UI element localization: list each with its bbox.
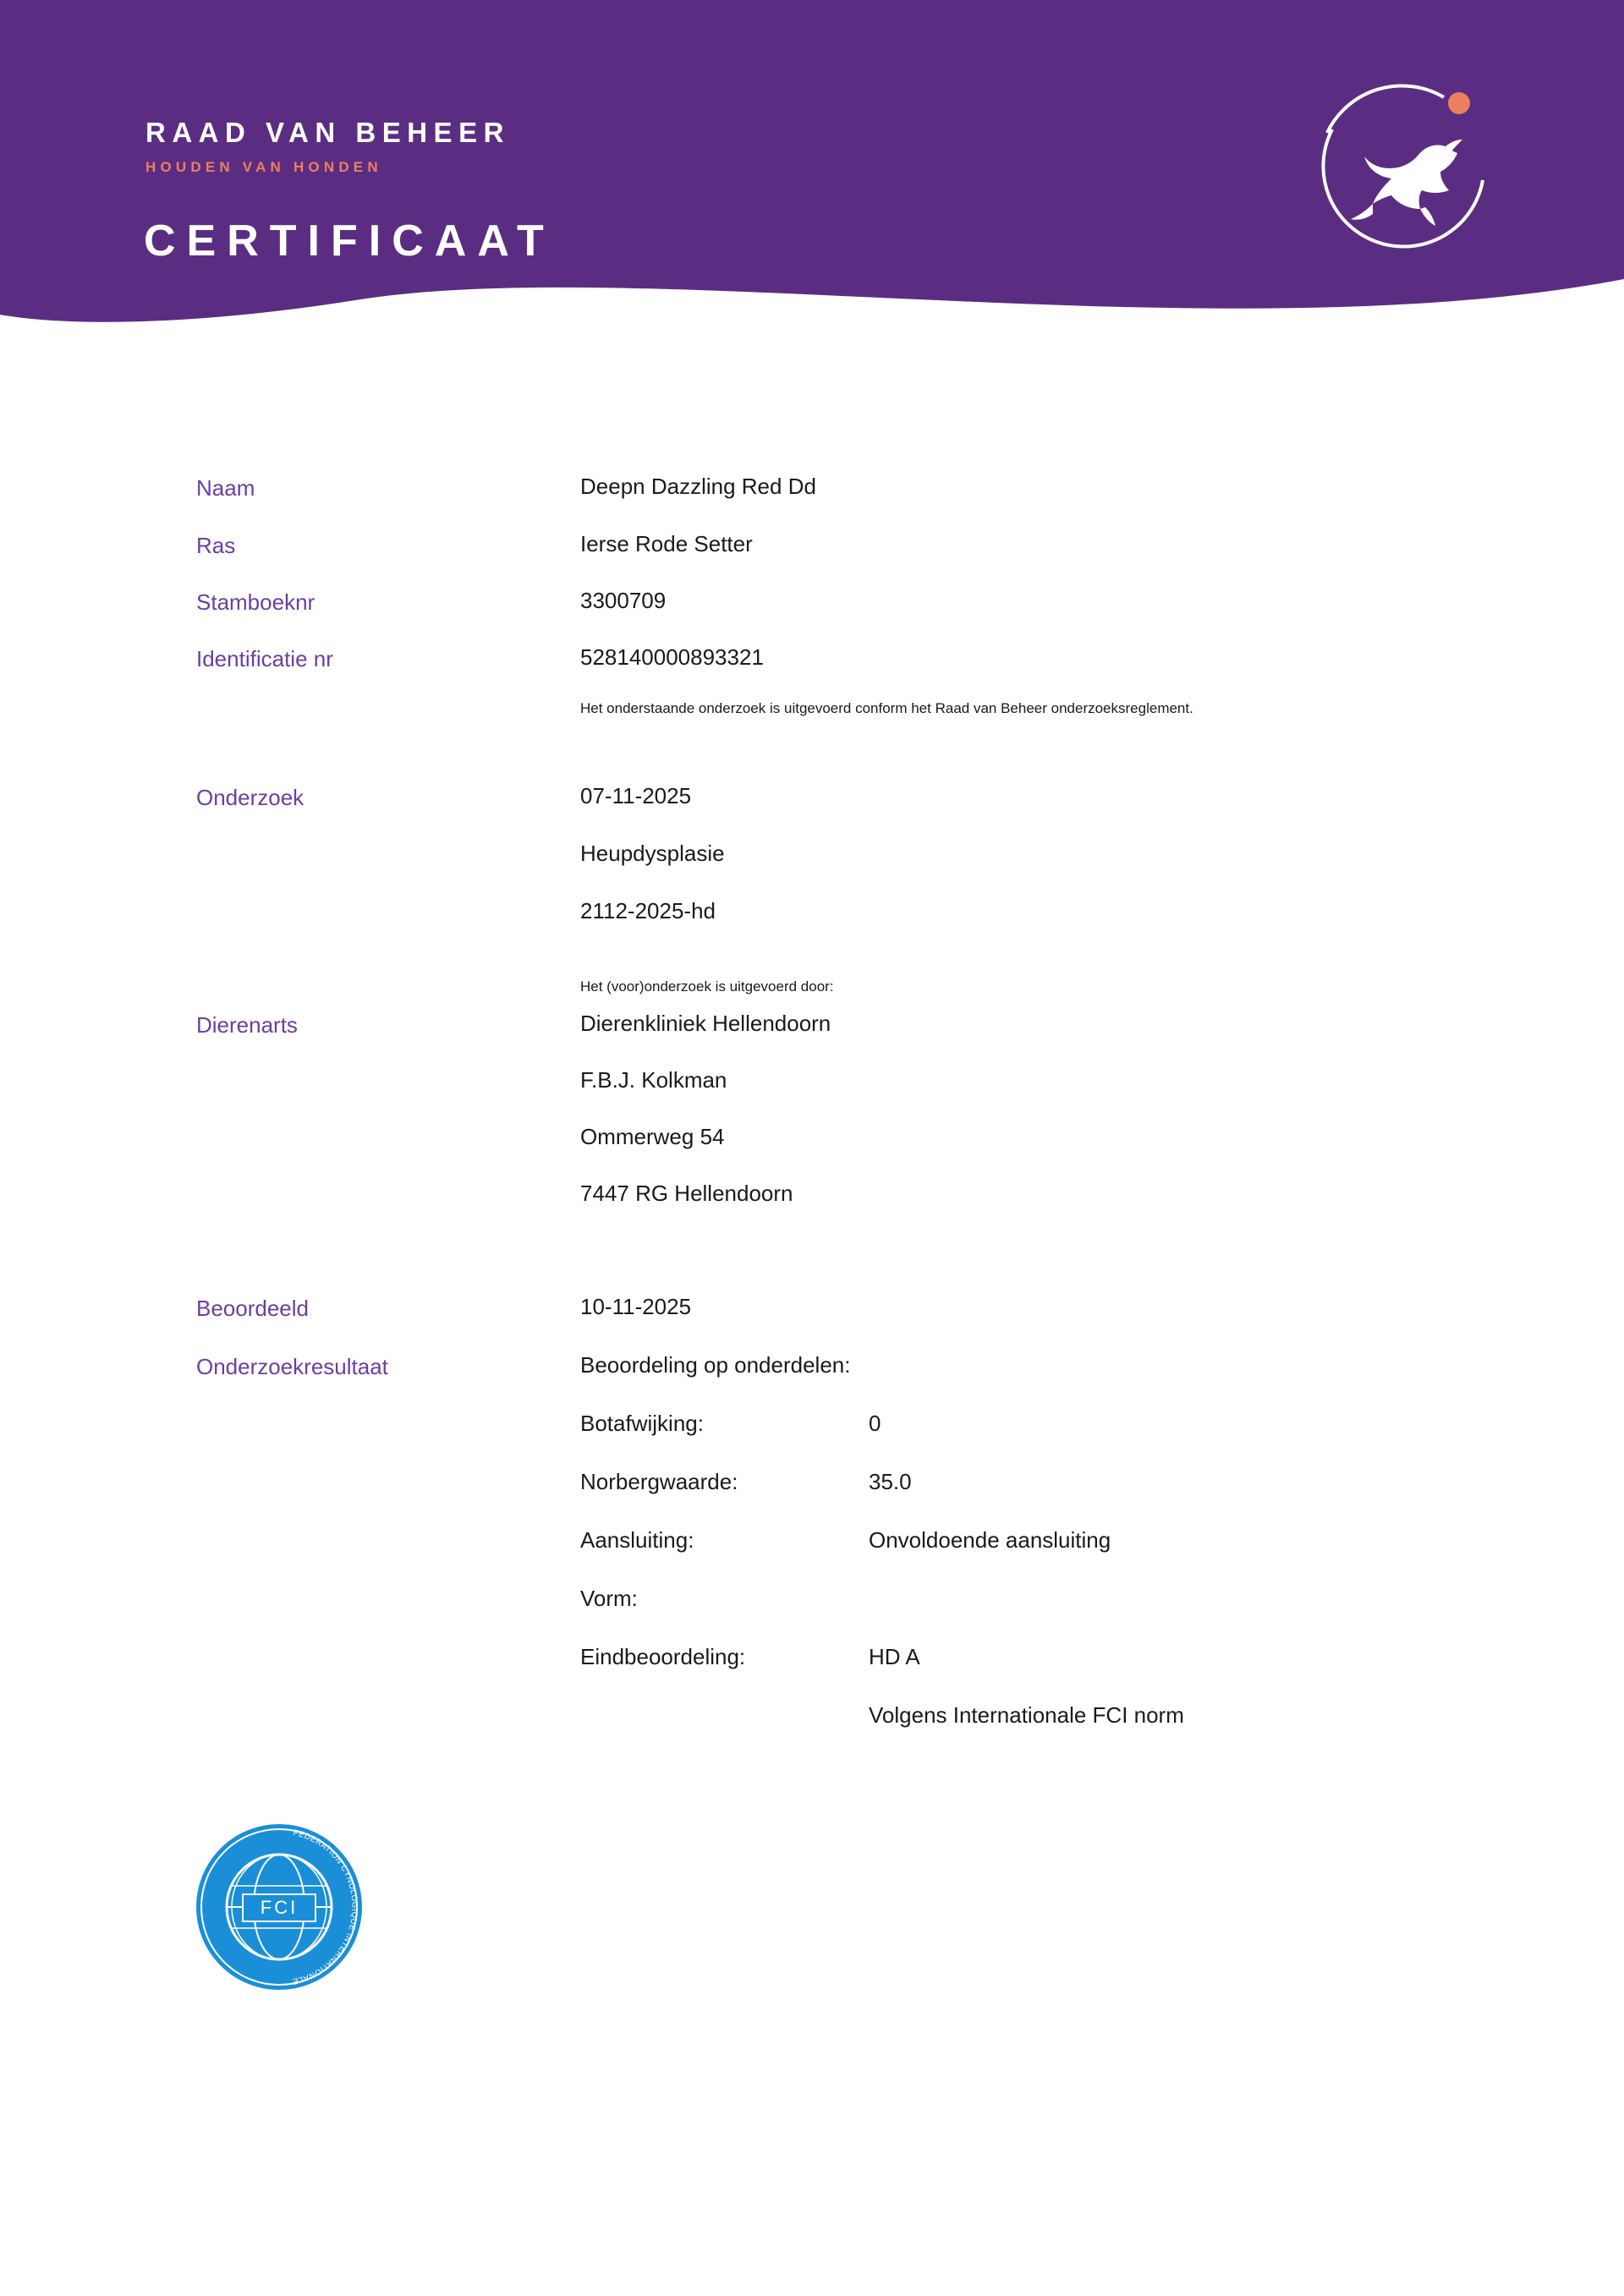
- resultaat-intro: Beoordeling op onderdelen:: [580, 1352, 851, 1378]
- field-value-onderzoek-date: 07-11-2025: [580, 783, 692, 808]
- result-label-aansluiting: Aansluiting:: [580, 1527, 694, 1553]
- fci-logo-icon: [190, 1818, 368, 1996]
- result-value-botafwijking: 0: [869, 1411, 881, 1436]
- field-value-dierenarts-plaats: 7447 RG Hellendoorn: [580, 1181, 793, 1206]
- onderzoek-note: Het onderstaande onderzoek is uitgevoerd conform het Raad van Beheer onderzoeksreglement.: [580, 700, 1193, 716]
- result-value-eindbeoordeling: HD A: [869, 1644, 920, 1669]
- result-label-vorm: Vorm:: [580, 1586, 638, 1611]
- field-value-naam: Deepn Dazzling Red Dd: [580, 474, 816, 499]
- dierenarts-note: Het (voor)onderzoek is uitgevoerd door:: [580, 978, 834, 995]
- jumping-dog-icon: [1317, 80, 1499, 249]
- brand-block: [145, 117, 510, 176]
- field-label-beoordeeld: Beoordeeld: [196, 1296, 309, 1321]
- field-value-beoordeeld: 10-11-2025: [580, 1294, 692, 1319]
- field-value-stamboeknr: 3300709: [580, 588, 667, 613]
- field-value-dierenarts-kliniek: Dierenkliniek Hellendoorn: [580, 1011, 831, 1036]
- result-label-norbergwaarde: Norbergwaarde:: [580, 1469, 738, 1494]
- field-label-onderzoek: Onderzoek: [196, 785, 304, 810]
- field-value-onderzoek-type: Heupdysplasie: [580, 841, 725, 866]
- certificate-header: [0, 0, 1624, 338]
- field-label-dierenarts: Dierenarts: [196, 1012, 298, 1038]
- field-label-naam: Naam: [196, 475, 255, 501]
- field-label-stamboeknr: Stamboeknr: [196, 589, 315, 615]
- brand-tagline: HOUDEN VAN HONDEN: [145, 159, 382, 175]
- fci-text: FCI: [260, 1897, 299, 1918]
- brand-name: RAAD VAN BEHEER: [145, 117, 510, 148]
- field-value-dierenarts-naam: F.B.J. Kolkman: [580, 1067, 727, 1093]
- field-label-ras: Ras: [196, 533, 236, 558]
- field-value-onderzoek-code: 2112-2025-hd: [580, 898, 716, 923]
- result-label-botafwijking: Botafwijking:: [580, 1411, 704, 1436]
- result-value-norm: Volgens Internationale FCI norm: [869, 1702, 1184, 1728]
- page-title: CERTIFICAAT: [144, 216, 555, 266]
- field-label-onderzoekresultaat: Onderzoekresultaat: [196, 1354, 388, 1379]
- result-label-eindbeoordeling: Eindbeoordeling:: [580, 1644, 746, 1669]
- field-value-ras: Ierse Rode Setter: [580, 531, 753, 556]
- field-label-identificatie: Identificatie nr: [196, 646, 333, 671]
- field-value-identificatie: 528140000893321: [580, 644, 764, 670]
- field-value-dierenarts-straat: Ommerweg 54: [580, 1124, 725, 1149]
- result-value-aansluiting: Onvoldoende aansluiting: [869, 1527, 1111, 1553]
- result-value-norbergwaarde: 35.0: [869, 1469, 912, 1494]
- svg-text:FEDERATION CYNOLOGIQUE INTERNA: FEDERATION CYNOLOGIQUE INTERNATIONALE: [291, 1827, 359, 1986]
